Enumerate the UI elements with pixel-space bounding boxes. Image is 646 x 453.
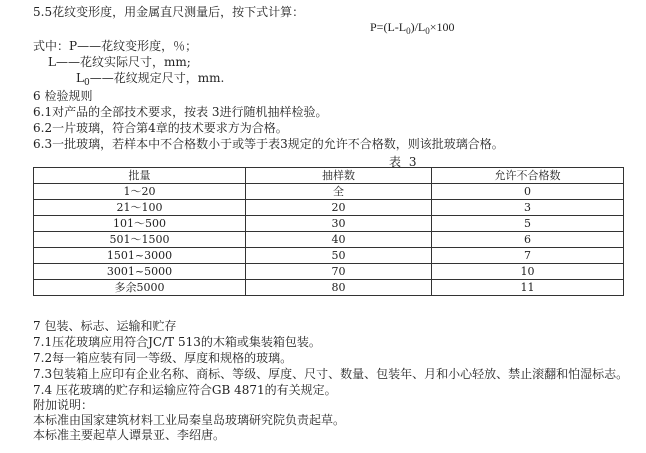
section-7-1: 7.1压花玻璃应用符合JC/T 513的木箱或集装箱包装。 xyxy=(33,335,321,349)
section-7-4: 7.4 压花玻璃的贮存和运输应符合GB 4871的有关规定。 xyxy=(33,383,337,397)
batch-cell: 3001~5000 xyxy=(34,264,246,280)
batch-cell: 多余5000 xyxy=(34,280,246,296)
sample-cell: 50 xyxy=(246,248,432,264)
header-sample: 抽样数 xyxy=(246,168,432,184)
sampling-table xyxy=(33,167,624,296)
sample-cell: 40 xyxy=(246,232,432,248)
batch-cell: 101～500 xyxy=(34,216,246,232)
section-5-5-text: 5.5花纹变形度，用金属直尺测量后，按下式计算： xyxy=(33,5,305,19)
allowed-cell: 11 xyxy=(432,280,624,296)
where-desc: ——花纹规定尺寸，mm. xyxy=(89,71,225,85)
table-row xyxy=(34,184,624,200)
formula-subscript: 0 xyxy=(425,26,430,36)
allowed-cell: 6 xyxy=(432,232,624,248)
allowed-cell: 10 xyxy=(432,264,624,280)
allowed-cell: 3 xyxy=(432,200,624,216)
allowed-cell: 7 xyxy=(432,248,624,264)
section-6-3: 6.3一批玻璃，若样本中不合格数小于或等于表3规定的允许不合格数，则该批玻璃合格。 xyxy=(33,137,504,151)
appendix-2: 本标准主要起草人谭景亚、李绍唐。 xyxy=(33,428,226,442)
appendix-1: 本标准由国家建筑材料工业局秦皇岛玻璃研究院负责起草。 xyxy=(33,413,346,427)
batch-cell: 1501~3000 xyxy=(34,248,246,264)
appendix-title: 附加说明： xyxy=(33,398,94,412)
section-7-title: 7 包装、标志、运输和贮存 xyxy=(33,319,177,333)
section-6-title: 6 检验规则 xyxy=(33,89,93,103)
table-header-row xyxy=(34,168,624,184)
where-symbol: L xyxy=(76,71,84,85)
section-7-2: 7.2每一箱应装有同一等级、厚度和规格的玻璃。 xyxy=(33,351,293,365)
allowed-cell: 5 xyxy=(432,216,624,232)
deformation-formula xyxy=(370,20,455,36)
batch-cell: 1～20 xyxy=(34,184,246,200)
section-6-2: 6.2一片玻璃，符合第4章的技术要求方为合格。 xyxy=(33,121,288,135)
formula-part: ×100 xyxy=(429,20,455,34)
where-subscript: 0 xyxy=(83,78,90,88)
where-line-2: L——花纹实际尺寸，mm; xyxy=(48,55,191,69)
table-row xyxy=(34,280,624,296)
formula-part: P=(L-L xyxy=(370,20,407,34)
table-row xyxy=(34,248,624,264)
where-line-3 xyxy=(76,70,224,91)
header-allowed: 允许不合格数 xyxy=(432,168,624,184)
section-6-1: 6.1对产品的全部技术要求，按表 3进行随机抽样检验。 xyxy=(33,105,328,119)
batch-cell: 21～100 xyxy=(34,200,246,216)
allowed-cell: 0 xyxy=(432,184,624,200)
formula-subscript: 0 xyxy=(406,26,411,36)
sample-cell: 全 xyxy=(246,184,432,200)
formula-part: )/L xyxy=(410,20,426,34)
table-row xyxy=(34,232,624,248)
sample-cell: 70 xyxy=(246,264,432,280)
sample-cell: 20 xyxy=(246,200,432,216)
table-caption: 表 3 xyxy=(389,155,419,169)
header-batch: 批量 xyxy=(34,168,246,184)
table-row xyxy=(34,200,624,216)
batch-cell: 501～1500 xyxy=(34,232,246,248)
where-line-1: 式中：P——花纹变形度，％； xyxy=(33,39,198,53)
table-row xyxy=(34,216,624,232)
sample-cell: 80 xyxy=(246,280,432,296)
sample-cell: 30 xyxy=(246,216,432,232)
section-7-3: 7.3包装箱上应印有企业名称、商标、等级、厚度、尺寸、数量、包装年、月和小心轻放、禁止滚翻和怕湿标志。 xyxy=(33,367,629,381)
table-row xyxy=(34,264,624,280)
